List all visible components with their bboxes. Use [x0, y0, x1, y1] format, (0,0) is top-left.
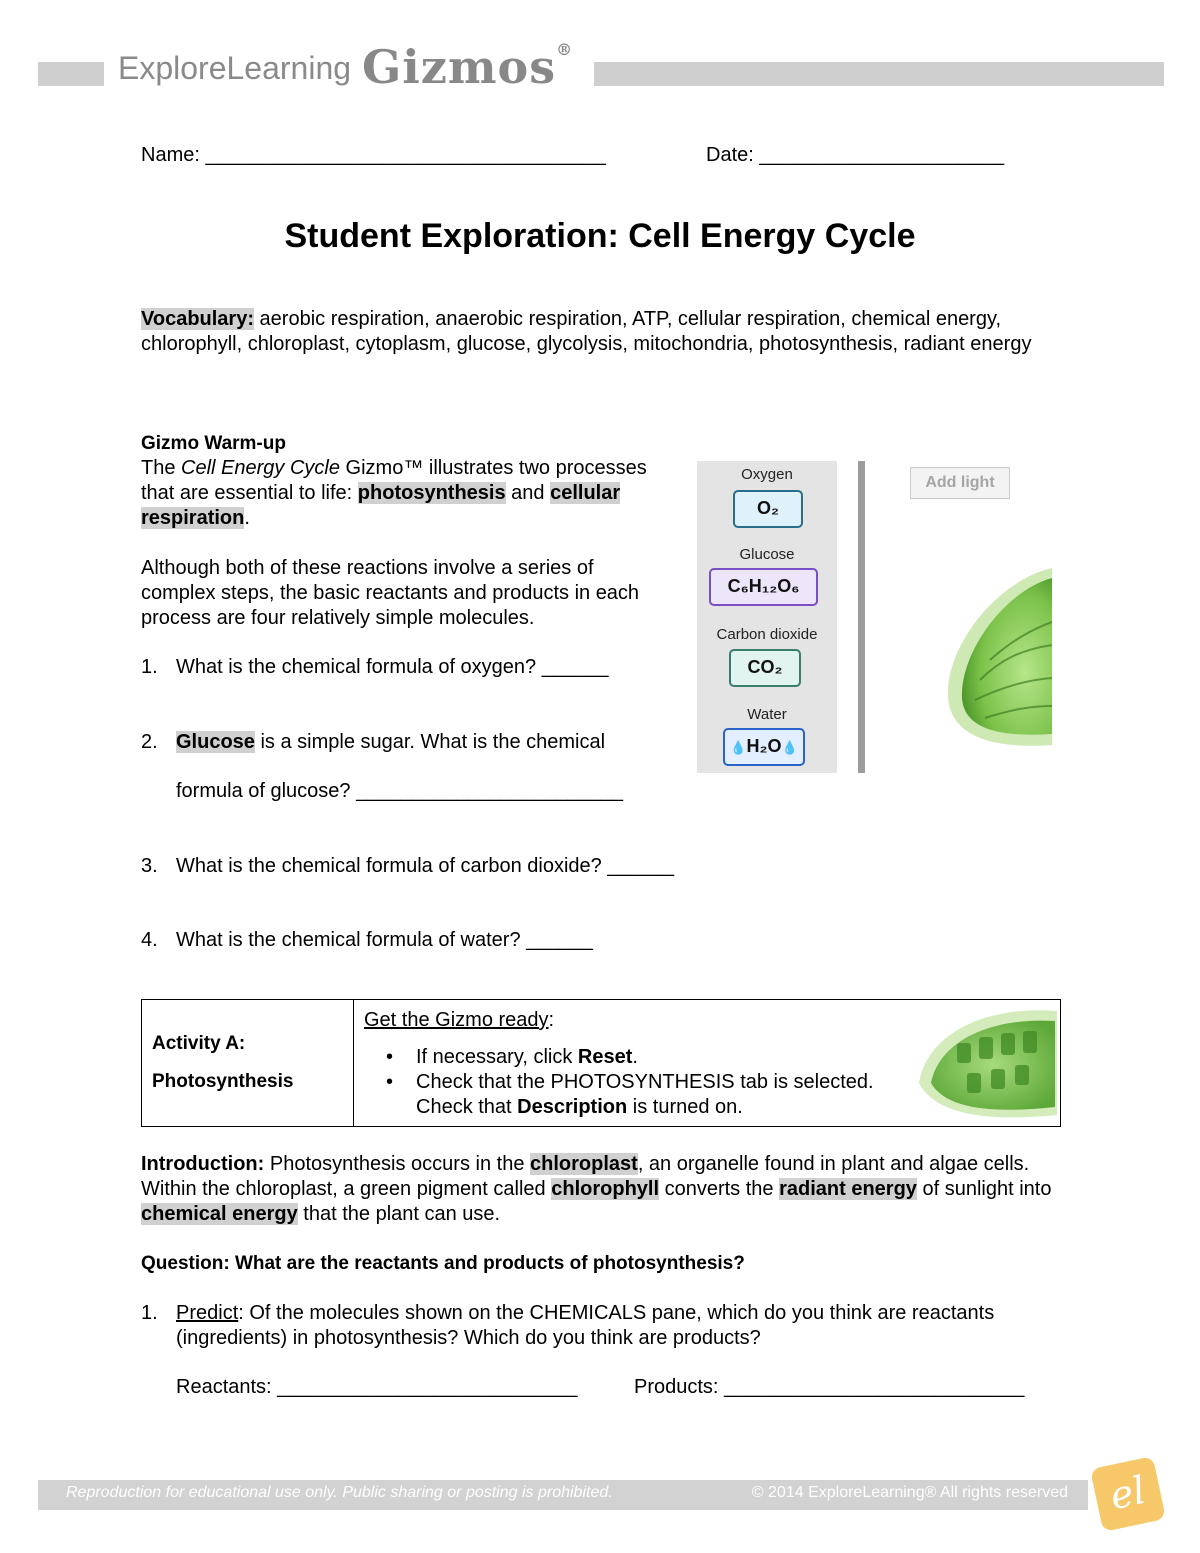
activity-label: Activity A: — [152, 1033, 246, 1054]
q2-text: Glucose is a simple sugar. What is the chemical — [176, 731, 606, 753]
chloroplast-thumbnail — [917, 1003, 1059, 1123]
footer-usage-notice: Reproduction for educational use only. Public sharing or posting is prohibited. — [66, 1484, 613, 1501]
header-bar-left — [38, 62, 104, 86]
step-check-tab: • Check that the PHOTOSYNTHESIS tab is selected. Check that Description is turned on. — [364, 1070, 874, 1120]
page-title: Student Exploration: Cell Energy Cycle — [284, 217, 916, 255]
term-photosynthesis: photosynthesis — [357, 482, 506, 504]
explorelearning-logo-icon: el — [1090, 1456, 1166, 1532]
step-reset: • If necessary, click Reset. — [364, 1045, 874, 1070]
get-ready-label: Get the Gizmo ready: — [364, 1009, 555, 1031]
date-field: Date: ______________________ — [706, 144, 1005, 166]
vocabulary-terms: aerobic respiration, anaerobic respiration, ATP, cellular respiration, chemical energy, chlorophyll, chloroplast, cytoplasm, glucose, glycolysis, mitochondria, photosynthesis, radiant energy — [141, 308, 1032, 355]
glucose-molecule[interactable]: C₆H₁₂O₆ — [709, 568, 818, 606]
oxygen-molecule[interactable]: O₂ — [733, 490, 803, 528]
carbon-dioxide-label: Carbon dioxide — [716, 626, 818, 643]
term-glucose: Glucose — [176, 731, 255, 753]
term-cellular-respiration: cellular respiration — [141, 482, 621, 529]
activity-title-cell — [142, 1000, 354, 1126]
add-light-button[interactable]: Add light — [910, 467, 1010, 499]
setup-steps — [364, 1045, 874, 1120]
water-molecule[interactable]: 💧H₂O💧 — [723, 728, 805, 766]
reactants-answer-line: Reactants: ___________________________ — [176, 1376, 578, 1398]
warmup-paragraph: Although both of these reactions involve a series of complex steps, the basic reactants and products in each process are four relatively simple molecules. — [141, 557, 640, 629]
q4-number: 4. — [141, 929, 158, 951]
activity-a-table — [141, 999, 1061, 1127]
predict-question: Predict: Of the molecules shown on the CHEMICALS pane, which do you think are reactants (ingredients) in photosynthesis? Which do you think are products? — [176, 1302, 995, 1349]
introduction: Introduction: Photosynthesis occurs in the chloroplast, an organelle found in plant and algae cells. Within the chloroplast, a green pigment called chlorophyll converts the radiant energy of sunlight into chemical energy that the plant can use. — [141, 1153, 1052, 1225]
q1-text: What is the chemical formula of oxygen? ______ — [176, 656, 609, 678]
pane-divider[interactable] — [858, 461, 865, 773]
footer-bar — [38, 1480, 1088, 1510]
oxygen-label: Oxygen — [741, 466, 793, 483]
term-radiant-energy: radiant energy — [779, 1178, 917, 1200]
header-bar-right — [594, 62, 1164, 86]
chemicals-pane — [697, 461, 837, 773]
footer-copyright: © 2014 ExploreLearning® All rights reserved — [751, 1484, 1068, 1501]
droplet-icon: 💧 — [730, 740, 747, 755]
gizmos-logo: Gizmos® — [362, 40, 574, 94]
name-field: Name: ____________________________________ — [141, 144, 606, 166]
q3-number: 3. — [141, 855, 158, 877]
term-chlorophyll: chlorophyll — [551, 1178, 660, 1200]
glucose-label: Glucose — [739, 546, 795, 563]
droplet-icon: 💧 — [781, 740, 798, 755]
warmup-heading: Gizmo Warm-up — [141, 433, 286, 454]
q3-text: What is the chemical formula of carbon dioxide? ______ — [176, 855, 675, 877]
vocabulary-label: Vocabulary: — [141, 308, 254, 330]
activity-name: Photosynthesis — [152, 1071, 294, 1092]
chloroplast-illustration — [940, 560, 1052, 750]
predict-number: 1. — [141, 1302, 158, 1324]
q2-number: 2. — [141, 731, 158, 753]
water-label: Water — [747, 706, 787, 723]
term-chemical-energy: chemical energy — [141, 1203, 298, 1225]
vocabulary — [141, 307, 1051, 357]
q4-text: What is the chemical formula of water? ______ — [176, 929, 593, 951]
q2-answer-line: formula of glucose? ________________________ — [176, 780, 624, 802]
products-answer-line: Products: ___________________________ — [634, 1376, 1025, 1398]
q1-number: 1. — [141, 656, 158, 678]
carbon-dioxide-molecule[interactable]: CO₂ — [729, 649, 801, 687]
warmup-intro: The Cell Energy Cycle Gizmo™ illustrates two processes that are essential to life: photosynthesis and cellular respiration. — [141, 457, 647, 529]
brand-logo: ExploreLearning — [118, 50, 352, 86]
term-chloroplast: chloroplast — [530, 1153, 638, 1175]
guiding-question: Question: What are the reactants and products of photosynthesis? — [141, 1253, 745, 1274]
